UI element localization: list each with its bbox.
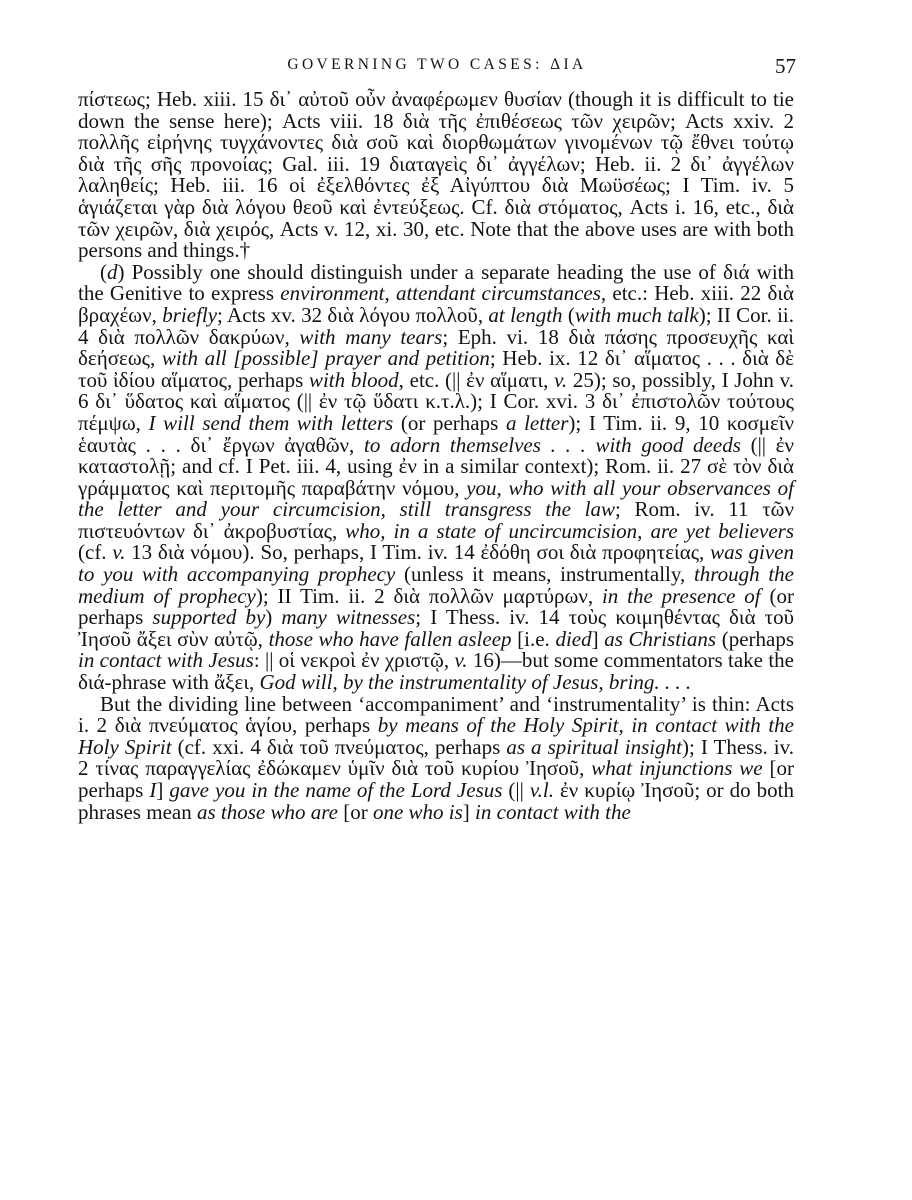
- italic-text: through the medium of prophecy: [78, 562, 794, 608]
- italic-text: was given to you with accompanying prophecy: [78, 540, 795, 587]
- text-run: πίστεως; Heb. xiii. 15 δι᾽ αὐτοῦ οὖν ἀναφέρωμεν θυσίαν (though it is difficult to tie down the sense here); Acts viii. 18 διὰ τῆς ἐπιθέσεως τῶν χειρῶν; Acts xxiv. 2 πολλῆς εἰρήνης τυγχάνοντες διὰ σοῦ καὶ διορθωμάτων γινομένων τῷ ἔθνει τούτῳ διὰ τῆς σῆς προνοίας; Gal. iii. 19 διαταγεὶς δι᾽ ἀγγέλων; Heb. ii. 2 δι᾽ ἀγγέλων λαληθείς; Heb. iii. 16 οἱ ἐξελθόντες ἐξ Αἰγύπτου διὰ Μωϋσέως; I Tim. iv. 5 ἁγιάζεται γὰρ διὰ λόγου θεοῦ καὶ ἐντεύξεως. Cf. διὰ στόματος, Acts i. 16, etc., διὰ τῶν χειρῶν, διὰ χειρός, Acts v. 12, xi. 30, etc. Note that the above uses are with both persons and things.†: [78, 87, 794, 263]
- italic-text: as Christians: [604, 626, 717, 651]
- text-run: ; I Thess. iv. 14 τοὺς κοιμηθέντας διὰ τοῦ Ἰησοῦ ἄξει σὺν αὐτῷ,: [78, 605, 794, 651]
- text-run: (unless it means, instrumentally,: [395, 562, 694, 587]
- italic-text: v.: [112, 540, 126, 565]
- text-run: (||: [502, 778, 530, 802]
- italic-text: v.: [454, 648, 468, 673]
- text-run: 16)—but some commentators take the διά-phrase with ἄξει,: [78, 648, 794, 695]
- italic-text: by means of the Holy Spirit, in contact with the Holy Spirit: [78, 713, 794, 759]
- italic-text: in the presence of: [601, 583, 761, 608]
- text-run: (|| ἐν καταστολῇ; and cf. I Pet. iii. 4, using ἐν in a similar context); Rom. ii. 27 σὲ τὸν διὰ γράμματος καὶ περιτομῆς παραβάτην νόμου,: [78, 432, 794, 500]
- italic-text: those who have fallen asleep: [268, 626, 512, 651]
- italic-text: with many tears: [299, 324, 443, 349]
- italic-text: v.: [554, 367, 568, 392]
- text-run: ): [265, 605, 282, 630]
- running-head-title: GOVERNING TWO CASES: ΔΙΑ: [287, 56, 587, 73]
- text-run: (: [100, 259, 107, 284]
- text-run: ἐν κυρίῳ Ἰησοῦ; or do both phrases mean: [78, 778, 795, 824]
- text-run: ; Acts xv. 32 διὰ λόγου πολλοῦ,: [217, 302, 489, 327]
- text-run: But the dividing line between ‘accompaniment’ and ‘instrumentality’ is thin: Acts i. 2 διὰ πνεύματος ἁγίου, perhaps: [78, 691, 794, 738]
- text-run: (cf.: [78, 540, 113, 565]
- italic-text: I will send them with letters: [148, 410, 394, 435]
- italic-text: one who is: [372, 799, 463, 824]
- text-run: ) Possibly one should distinguish under a separate heading the use of διά with the Genitive to express: [78, 259, 794, 306]
- text-run: etc.: Heb. xiii. 22 διὰ βραχέων,: [78, 281, 794, 327]
- text-run: (perhaps: [716, 626, 795, 651]
- page-number: 57: [775, 54, 796, 78]
- text-run: ; Rom. iv. 11 τῶν πιστευόντων δι᾽ ἀκροβυστίας,: [78, 497, 794, 543]
- italic-text: in contact with the: [475, 799, 631, 824]
- text-run: [or: [337, 799, 373, 824]
- italic-text: at length: [488, 302, 563, 327]
- text-run: 13 διὰ νόμου). So, perhaps, I Tim. iv. 14 ἐδόθη σοι διὰ προφητείας,: [125, 540, 711, 565]
- italic-text: briefly: [162, 302, 218, 327]
- italic-text: you, who with all your observances of the letter and your circumcision, still transgress the law: [78, 475, 794, 522]
- text-run: (cf. xxi. 4 διὰ τοῦ πνεύματος, perhaps: [171, 734, 507, 759]
- text-run: ]: [462, 799, 476, 824]
- text-run: : || οἱ νεκροὶ ἐν χριστῷ,: [253, 648, 455, 673]
- italic-text: gave you in the name of the Lord Jesus: [169, 778, 503, 802]
- italic-text: died: [555, 626, 592, 651]
- italic-text: I: [149, 778, 157, 802]
- text-run: (or perhaps: [78, 583, 794, 630]
- italic-text: a letter: [505, 410, 569, 435]
- italic-text: v.l.: [529, 778, 554, 802]
- italic-text: who, in a state of uncircumcision, are yet believers: [345, 518, 794, 543]
- italic-text: as those who are: [196, 799, 338, 824]
- text-run: [or perhaps: [78, 756, 794, 802]
- italic-text: in contact with Jesus: [78, 648, 254, 673]
- italic-text: with blood: [308, 367, 399, 392]
- italic-text: d: [107, 259, 118, 284]
- text-run: ); I Thess. iv. 2 τίνας παραγγελίας ἐδώκαμεν ὑμῖν διὰ τοῦ κυρίου Ἰησοῦ,: [78, 734, 795, 781]
- italic-text: with much talk: [574, 302, 699, 327]
- text-run: ]: [156, 778, 170, 802]
- paragraph: [78, 89, 794, 262]
- italic-text: God will, by the instrumentality of Jesus, bring. . . .: [259, 670, 692, 695]
- running-head: [78, 56, 796, 84]
- paragraph: [78, 691, 795, 824]
- text-run: ); I Tim. ii. 9, 10 κοσμεῖν ἑαυτὰς . . . δι᾽ ἔργων ἀγαθῶν,: [78, 410, 795, 457]
- text-run: ); II Cor. ii. 4 διὰ πολλῶν δακρύων,: [78, 302, 795, 349]
- body-text: [78, 89, 794, 823]
- italic-text: as a spiritual insight: [506, 734, 682, 759]
- text-run: (or perhaps: [393, 410, 506, 435]
- italic-text: to adorn themselves . . . with good deeds: [364, 432, 741, 457]
- text-run: ]: [591, 626, 605, 651]
- italic-text: what injunctions we: [591, 756, 763, 781]
- italic-text: supported by: [152, 605, 266, 630]
- italic-text: many witnesses: [281, 605, 416, 630]
- text-run: , etc. (|| ἐν αἵματι,: [398, 367, 555, 392]
- italic-text: environment, attendant circumstances,: [280, 281, 607, 306]
- text-run: [i.e.: [511, 626, 556, 651]
- text-run: (: [562, 302, 575, 327]
- text-run: 25); so, possibly, I John v. 6 δι᾽ ὕδατος καὶ αἵματος (|| ἐν τῷ ὕδατι κ.τ.λ.); I Cor. xvi. 3 δι᾽ ἐπιστολῶν τούτους πέμψω,: [78, 367, 795, 435]
- text-run: ); II Tim. ii. 2 διὰ πολλῶν μαρτύρων,: [255, 583, 602, 608]
- paragraph: [78, 259, 795, 695]
- italic-text: with all [possible] prayer and petition: [161, 346, 490, 371]
- text-run: ; Heb. ix. 12 δι᾽ αἵματος . . . διὰ δὲ τοῦ ἰδίου αἵματος, perhaps: [78, 346, 795, 392]
- text-run: ; Eph. vi. 18 διὰ πάσης προσευχῆς καὶ δεήσεως,: [78, 324, 794, 371]
